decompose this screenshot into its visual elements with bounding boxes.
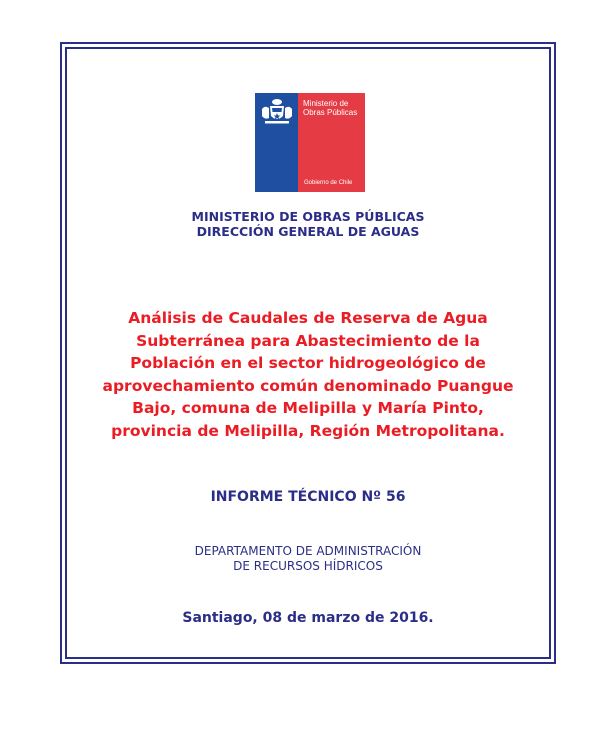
ministry-logo	[255, 93, 365, 192]
department-line: DEPARTAMENTO DE ADMINISTRACIÓN	[194, 544, 422, 558]
title-line: Análisis de Caudales de Reserva de Agua	[128, 309, 488, 327]
title-line: aprovechamiento común denominado Puangue	[102, 376, 514, 395]
report-title	[72, 307, 544, 442]
chile-coat-of-arms-icon	[259, 96, 295, 126]
document-date: Santiago, 08 de marzo de 2016.	[182, 610, 434, 626]
title-line: Población en el sector hidrogeológico de	[130, 354, 486, 372]
logo-footer: Gobierno de Chile	[304, 180, 353, 186]
logo-blue-panel	[255, 93, 298, 192]
department-name	[65, 544, 551, 574]
ministry-heading	[65, 209, 551, 239]
title-line: provincia de Melipilla, Región Metropolitana.	[111, 421, 505, 440]
report-number: INFORME TÉCNICO Nº 56	[210, 489, 406, 505]
logo-title-line: Obras Públicas	[303, 108, 358, 117]
logo-title	[303, 99, 363, 117]
ministry-name: MINISTERIO DE OBRAS PÚBLICAS	[191, 209, 425, 224]
title-line: Subterránea para Abastecimiento de la	[136, 331, 480, 350]
logo-title-line: Ministerio de	[303, 99, 349, 108]
directorate-name: DIRECCIÓN GENERAL DE AGUAS	[196, 224, 420, 239]
department-line: DE RECURSOS HÍDRICOS	[233, 559, 383, 573]
title-line: Bajo, comuna de Melipilla y María Pinto,	[132, 399, 484, 417]
